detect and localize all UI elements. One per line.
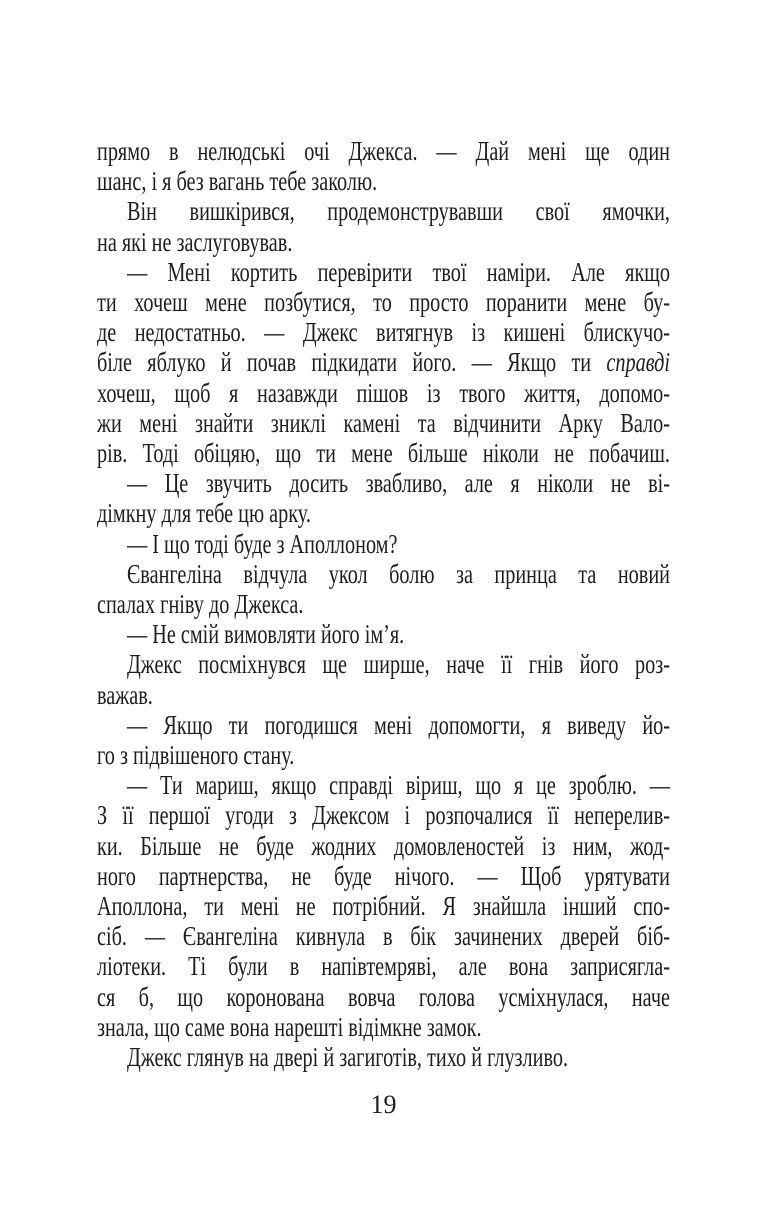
- text-line: Аполлона, ти мені не потрібний. Я знайшла інший спо-: [97, 891, 670, 922]
- text-line: ся б, що коронована вовча голова усміхнулася, наче: [97, 981, 670, 1012]
- text-line: рів. Тоді обіцяю, що ти мене більше ніколи не побачиш.: [97, 438, 670, 469]
- text-line: ки. Більше не буде жодних домовленостей із ним, жод-: [97, 830, 670, 861]
- text-line: дімкну для тебе цю арку.: [97, 498, 311, 529]
- text-line: З її першої угоди з Джексом і розпочалися її неперелив-: [97, 800, 670, 831]
- text-line: хочеш, щоб я назавжди пішов із твого життя, допомо-: [97, 377, 670, 408]
- italic-text: справді: [606, 347, 670, 378]
- text-line: спалах гніву до Джекса.: [97, 589, 304, 620]
- text-line: важав.: [97, 679, 153, 710]
- text-line: — Не смій вимовляти його ім’я.: [126, 619, 405, 650]
- page-number: 19: [370, 1090, 397, 1119]
- text-line: — Це звучить досить звабливо, але я ніколи не ві-: [126, 468, 670, 499]
- text-line: ти хочеш мене позбутися, то просто поранити мене бу-: [97, 287, 670, 318]
- text-line: Євангеліна відчула укол болю за принца та новий: [126, 558, 670, 589]
- text-line: на які не заслуговував.: [97, 226, 293, 257]
- text-line: Джекс посміхнувся ще ширше, наче її гнів його роз-: [126, 649, 670, 680]
- text-line: Джекс глянув на двері й загиготів, тихо й глузливо.: [126, 1042, 569, 1073]
- text-line: жи мені знайти зниклі камені та відчинити Арку Вало-: [97, 407, 670, 438]
- text-line: сіб. — Євангеліна кивнула в бік зачинених дверей біб-: [97, 921, 670, 952]
- text-line: — Ти мариш, якщо справді віриш, що я це зроблю. —: [126, 770, 670, 801]
- text-block: [97, 136, 670, 1072]
- text-line: ліотеки. Ті були в напівтемряві, але вона заприсягла-: [97, 951, 670, 982]
- text-line: Він вишкірився, продемонструвавши свої ямочки,: [126, 196, 670, 227]
- text-line: шанс, і я без вагань тебе заколю.: [97, 166, 378, 197]
- text-line: го з підвішеного стану.: [97, 740, 295, 771]
- text-line: знала, що саме вона нарешті відімкне замок.: [97, 1011, 482, 1042]
- text-line: біле яблуко й почав підкидати його. — Якщо ти справді: [97, 347, 670, 378]
- text-line: — І що тоді буде з Аполлоном?: [126, 528, 398, 559]
- text-line: де недостатньо. — Джекс витягнув із кишені блискучо-: [97, 317, 670, 348]
- text-line: прямо в нелюдські очі Джекса. — Дай мені ще один: [97, 136, 670, 166]
- text-line: — Якщо ти погодишся мені допомогти, я виведу йо-: [126, 709, 670, 740]
- text-line: ного партнерства, не буде нічого. — Щоб урятувати: [97, 860, 670, 891]
- text-line: — Мені кортить перевірити твої наміри. Але якщо: [126, 256, 670, 287]
